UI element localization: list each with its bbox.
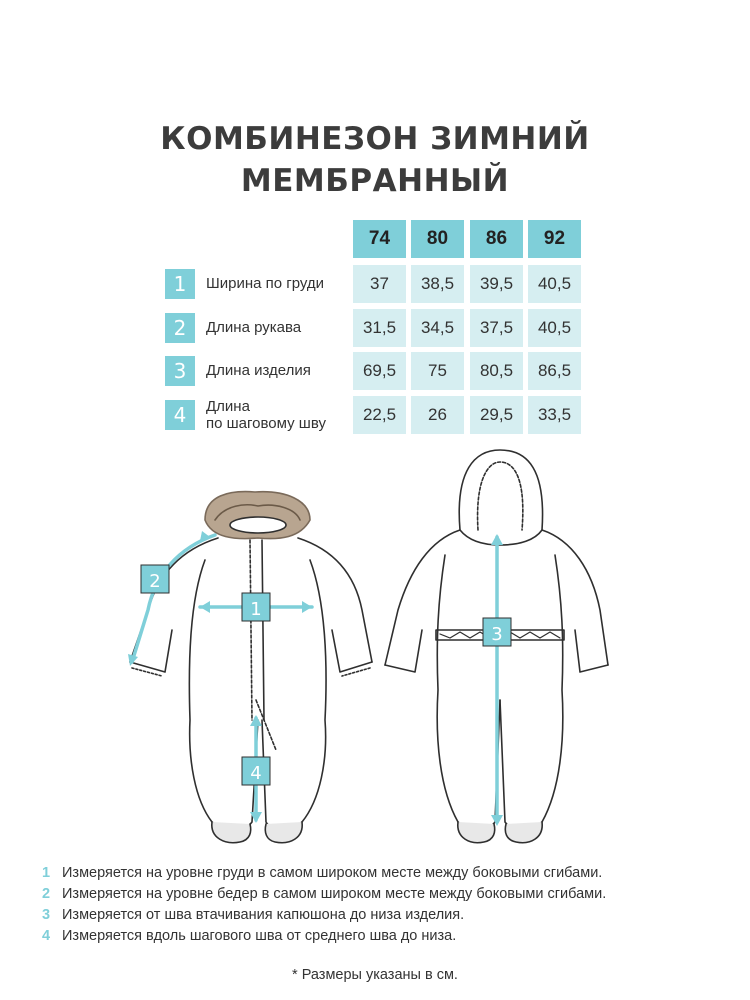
row-label-product-length: Длина изделия <box>206 362 311 379</box>
table-cell: 33,5 <box>528 396 581 434</box>
row-number-badge: 1 <box>165 269 195 299</box>
jumpsuit-front-drawing <box>130 492 372 843</box>
table-cell: 34,5 <box>411 309 464 347</box>
table-cell: 31,5 <box>353 309 406 347</box>
footnote: * Размеры указаны в см. <box>292 967 458 983</box>
title-line-1: КОМБИНЕЗОН ЗИМНИЙ <box>160 121 590 157</box>
size-header-80: 80 <box>411 220 464 258</box>
table-cell: 26 <box>411 396 464 434</box>
title-line-2: МЕМБРАННЫЙ <box>240 163 510 199</box>
marker-badge-2 <box>141 565 169 593</box>
note-number: 2 <box>42 886 51 902</box>
table-cell: 37,5 <box>470 309 523 347</box>
size-header-74: 74 <box>353 220 406 258</box>
size-header-92: 92 <box>528 220 581 258</box>
note-text: Измеряется вдоль шагового шва от среднего шва до низа. <box>62 928 457 944</box>
table-cell: 80,5 <box>470 352 523 390</box>
table-cell: 29,5 <box>470 396 523 434</box>
row-label-chest-width: Ширина по груди <box>206 275 325 292</box>
table-cell: 40,5 <box>528 265 581 303</box>
table-cell: 39,5 <box>470 265 523 303</box>
row-number-badge: 3 <box>165 356 195 386</box>
marker-badge-3 <box>483 618 511 646</box>
marker-label: 2 <box>149 571 161 592</box>
table-cell: 40,5 <box>528 309 581 347</box>
note-text: Измеряется на уровне бедер в самом широком месте между боковыми сгибами. <box>62 886 607 902</box>
marker-label: 3 <box>491 624 503 645</box>
marker-badge-4 <box>242 757 270 785</box>
table-cell: 69,5 <box>353 352 406 390</box>
marker-badge-1 <box>242 593 270 621</box>
note-text: Измеряется на уровне груди в самом широком месте между боковыми сгибами. <box>62 865 603 881</box>
row-label-sleeve-length: Длина рукава <box>206 319 302 336</box>
row-number-badge: 2 <box>165 313 195 343</box>
note-item <box>42 886 606 902</box>
note-item <box>42 928 456 944</box>
table-cell: 22,5 <box>353 396 406 434</box>
marker-label: 1 <box>250 599 262 620</box>
page-title <box>0 118 750 202</box>
sleeve-length-arrow <box>132 535 215 662</box>
row-label-line-2: по шаговому шву <box>206 415 326 432</box>
note-item <box>42 865 602 881</box>
note-number: 1 <box>42 865 51 881</box>
table-cell: 86,5 <box>528 352 581 390</box>
table-cell: 38,5 <box>411 265 464 303</box>
row-label-line-1: Длина <box>206 398 250 415</box>
note-text: Измеряется от шва втачивания капюшона до низа изделия. <box>62 907 465 923</box>
row-label-inseam-length <box>206 398 326 432</box>
note-number: 3 <box>42 907 51 923</box>
note-number: 4 <box>42 928 51 944</box>
table-cell: 75 <box>411 352 464 390</box>
size-header-86: 86 <box>470 220 523 258</box>
table-cell: 37 <box>353 265 406 303</box>
marker-label: 4 <box>250 763 262 784</box>
note-item <box>42 907 464 923</box>
jumpsuit-illustration <box>0 440 750 850</box>
row-number-badge: 4 <box>165 400 195 430</box>
